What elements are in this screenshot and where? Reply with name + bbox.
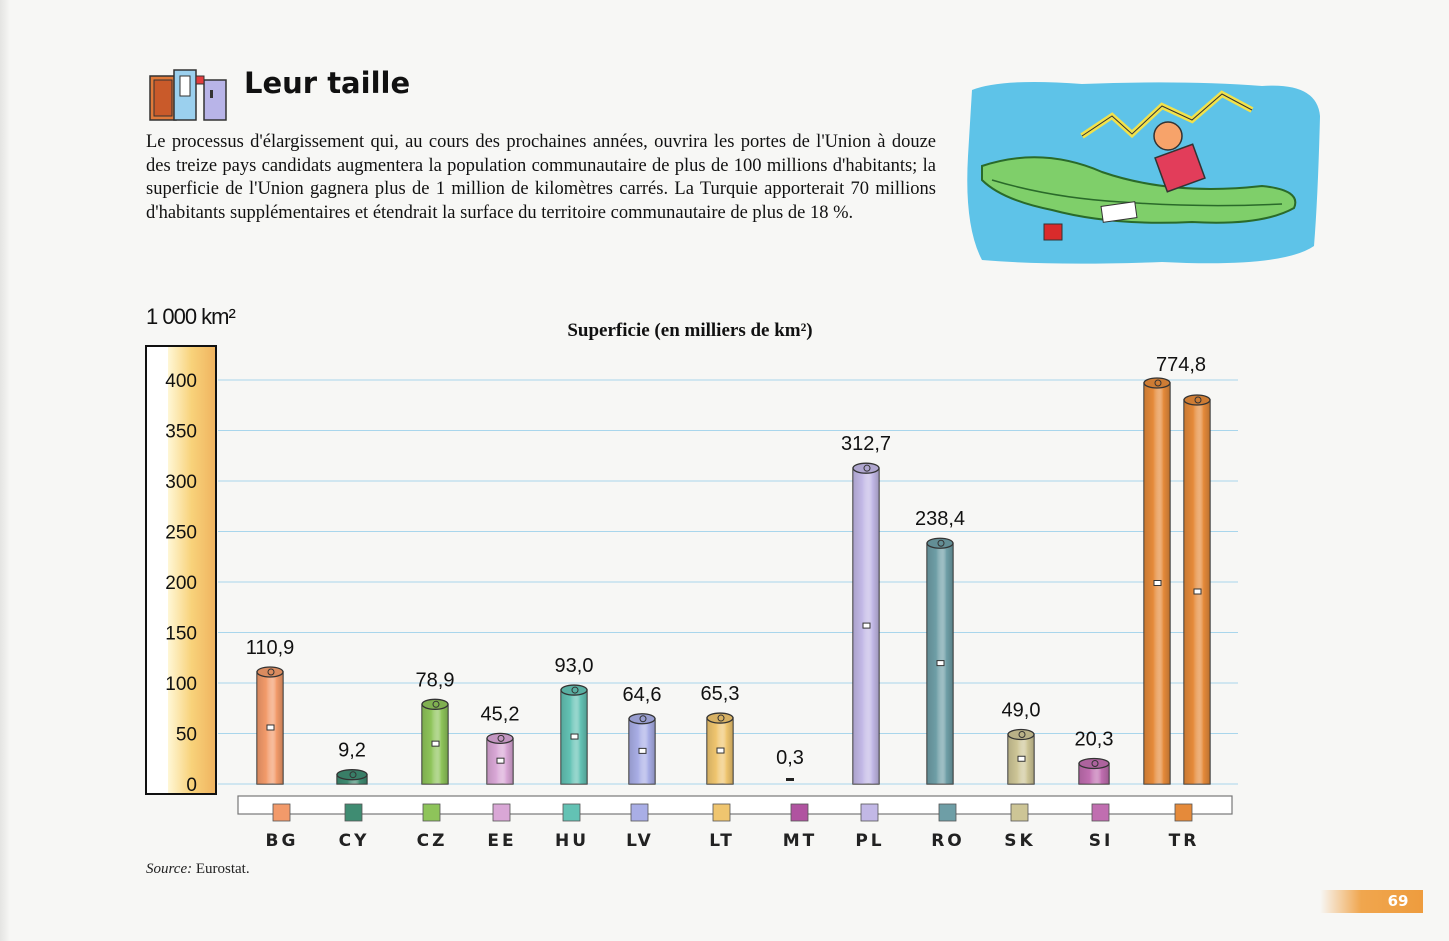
bar-bg-bar-clip [267,725,274,730]
x-tick-label-lt: LT [709,831,735,851]
y-axis-unit-label: 1 000 km² [146,304,235,329]
bar-ro-bar-clip [937,661,944,666]
bar-sk-bar-clip [1018,756,1025,761]
data-label-ro: 238,4 [914,508,966,531]
chart-title: Superficie (en milliers de km²) [567,320,813,341]
x-tick-label-cy: CY [338,831,370,851]
intro-paragraph: Le processus d'élargissement qui, au cours des prochaines années, ouvrira les portes de l'Union à douze des treize pays candidats augmentera la population communautaire de plus de 100 millions d'habitants; la superficie de l'Union gagnera plus de 1 million de kilomètres carrés. La Turquie apporterait 70 millions d'habitants supplémentaires et étendrait la surface du territoire communautaire de plus de 18 %. [146,132,936,223]
section-title: Leur taille [244,66,411,100]
legend-swatch-ro [939,804,956,821]
bar-ee-bar-clip [497,758,504,763]
legend-swatch-hu [563,804,580,821]
x-tick-label-cz: CZ [416,831,448,851]
x-tick-label-ee: EE [487,831,517,851]
x-tick-label-si: SI [1088,831,1114,851]
x-tick-label-sk: SK [1004,831,1036,851]
data-label-pl: 312,7 [840,433,892,456]
source-note [146,861,250,878]
bar-sk-bar-top [1008,730,1034,740]
y-tick-label: 250 [165,522,197,544]
y-tick-label: 200 [165,573,197,594]
y-tick-label: 150 [165,623,197,645]
data-label-sk: 49,0 [1001,699,1041,722]
page-number: 69 [1387,892,1409,910]
page-number-badge [1320,890,1423,913]
data-label-bg: 110,9 [245,636,295,659]
legend-swatch-si [1092,804,1109,821]
x-tick-label-lv: LV [626,831,654,851]
source-value: Eurostat. [192,861,250,877]
tr-roll-1-bar-top [1144,378,1170,388]
data-label-mt: 0,3 [776,747,804,769]
source-label: Source: [146,861,193,877]
legend-swatch-lt [713,804,730,821]
bar-lv-bar-clip [639,748,646,753]
bar-hu-bar-top [561,685,587,695]
legend-swatch-sk [1011,804,1028,821]
data-label-cy: 9,2 [338,739,366,762]
bar-mt [786,778,794,781]
x-tick-label-bg: BG [265,831,299,851]
category-strip [238,796,1232,814]
x-tick-label-tr: TR [1168,831,1200,851]
bar-ee-bar-top [487,733,513,743]
legend-swatch-tr [1175,804,1192,821]
bar-ro-bar-top [927,538,953,548]
bar-pl-bar-top [853,463,879,473]
legend-swatch-cz [423,804,440,821]
y-tick-label: 300 [165,472,197,493]
bar-lt-bar-top [707,713,733,723]
data-label-ee: 45,2 [480,703,520,726]
data-label-hu: 93,0 [554,655,594,678]
bar-cy-bar-top [337,770,367,780]
bar-lv-bar-top [629,714,655,724]
y-tick-label: 400 [165,371,197,392]
bar-bg-bar-top [257,667,283,677]
tr-roll-2-bar-clip [1194,589,1201,594]
legend-swatch-ee [493,804,510,821]
data-label-lv: 64,6 [622,683,662,706]
y-tick-label: 50 [175,724,197,746]
data-label-cz: 78,9 [415,669,455,692]
x-tick-label-mt: MT [782,831,818,851]
bar-hu-bar-clip [571,734,578,739]
bar-cz-bar-clip [432,741,439,746]
x-tick-label-hu: HU [554,831,590,851]
y-tick-label: 350 [165,421,197,443]
legend-swatch-bg [273,804,290,821]
data-label-si: 20,3 [1074,728,1114,751]
legend-swatch-cy [345,804,362,821]
tr-roll-1-bar-clip [1154,581,1161,586]
legend-swatch-pl [861,804,878,821]
bar-si-bar-top [1079,758,1109,768]
y-tick-label: 100 [165,674,197,695]
x-tick-label-ro: RO [931,831,965,851]
bar-pl-bar-clip [863,623,870,628]
bar-cz-bar-top [422,699,448,709]
x-tick-label-pl: PL [855,831,885,851]
legend-swatch-lv [631,804,648,821]
bar-lt-bar-clip [717,748,724,753]
legend-swatch-mt [791,804,808,821]
y-tick-label: 0 [186,775,197,796]
data-label-tr: 774,8 [1155,354,1207,376]
tr-roll-2-bar-top [1184,395,1210,405]
data-label-lt: 65,3 [700,683,740,706]
